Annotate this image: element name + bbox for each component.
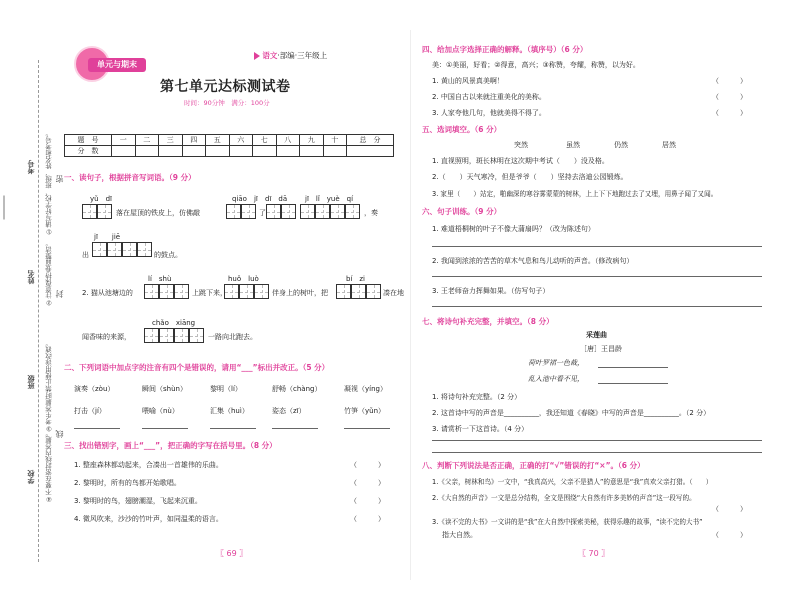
q7-title: 七、将诗句补充完整，并填空。（8 分） — [422, 317, 554, 326]
word-choice: 突然 — [514, 141, 528, 149]
pinyin: dī dā — [265, 195, 288, 203]
question-item: 1.《父亲，树林和鸟》一文中，“我真高兴，父亲不是猎人”的意思是“我”真欢父亲打猎。（ ） — [432, 478, 713, 486]
right-page — [422, 36, 778, 566]
sentence-text: 上跳下来， — [192, 289, 227, 297]
seal-line — [38, 60, 39, 562]
question-item: 2.（ ）天气寒冷，但是爷爷（ ）坚持去洛迪公园锻炼。 — [432, 173, 628, 181]
q3-title: 三、找出错别字，画上“___”，把正确的字写在括号里。（8 分） — [64, 441, 277, 450]
word-choice: 居然 — [662, 141, 676, 149]
score-input[interactable] — [276, 146, 300, 157]
score-table-score-row — [65, 146, 394, 157]
question-item: 2. 中国自古以来就注重美化的美称。 — [432, 93, 546, 101]
q8-title: 八、判断下列说法是否正确，正确的打“√”错误的打“×”。（6 分） — [422, 461, 645, 470]
poem-author: ［唐］王昌龄 — [580, 345, 622, 353]
answer-line[interactable] — [210, 428, 256, 429]
page-number-value: 70 — [588, 549, 599, 558]
score-input[interactable] — [159, 146, 183, 157]
word-item: 黎明（lí） — [210, 385, 242, 393]
word-item: 姿态（zī） — [272, 407, 306, 415]
score-input[interactable] — [300, 146, 324, 157]
label-class: 班级 — [27, 375, 35, 389]
score-cell: 六 — [229, 135, 253, 146]
pinyin: qiāo jī — [232, 195, 258, 203]
sentence-text: 2. 猫从池塘边的 — [82, 289, 133, 297]
label-exam-number: 考号 — [27, 160, 35, 174]
score-cell: 十 — [323, 135, 347, 146]
score-cell: 九 — [300, 135, 324, 146]
word-item: 演奏（zòu） — [74, 385, 115, 393]
question-item: 2. 黎明时，所有的鸟都开始歌唱。 — [74, 479, 181, 487]
question-item: 2.《大自然的声音》一文是总分结构，全文是围绕“大自然有许多美妙的声音”这一段写的。 — [432, 494, 696, 502]
question-item: 3.《读不完的大书》一文讲的是“我”在大自然中探索美秘，获得乐趣的故事，“读不完的大书” — [432, 518, 703, 526]
answer-line[interactable] — [432, 452, 762, 453]
pinyin: huǒ luò — [228, 275, 259, 283]
answer-line[interactable] — [142, 428, 188, 429]
word-choice: 虽然 — [566, 141, 580, 149]
score-cell: 题 号 — [65, 135, 112, 146]
score-input[interactable] — [253, 146, 277, 157]
answer-grid[interactable] — [226, 204, 256, 219]
sentence-text: 出 — [82, 251, 89, 259]
score-input[interactable] — [182, 146, 206, 157]
word-choice: 仍然 — [614, 141, 628, 149]
q4-title: 四、给加点字选择正确的解释。（填序号）（6 分） — [422, 45, 588, 54]
pinyin: jī lǐ yuè qí — [305, 195, 354, 203]
question-item: 1. 黄山的风景真美啊！ — [432, 77, 504, 85]
binding-strip — [0, 0, 64, 602]
word-item: 瞬间（shùn） — [142, 385, 187, 393]
note-2: ②注意保持卷面整洁。 — [45, 240, 53, 307]
answer-paren[interactable]: （ ） — [350, 515, 385, 523]
q2-title: 二、下列词语中加点字的注音有四个是错误的，请用“___”标出并改正。（5 分） — [64, 363, 330, 372]
answer-paren[interactable]: （ ） — [712, 77, 747, 85]
page-subtitle: 时间：90分钟 满分：100分 — [184, 99, 270, 107]
score-cell: 八 — [276, 135, 300, 146]
answer-grid[interactable] — [224, 284, 269, 299]
answer-paren[interactable]: （ ） — [350, 479, 385, 487]
q6-title: 六、句子训练。（9 分） — [422, 207, 502, 216]
seal-char-1: 密 — [55, 175, 64, 183]
answer-paren[interactable]: （ ） — [350, 497, 385, 505]
question-item: 3. 请赏析一下这首诗。（4 分） — [432, 425, 529, 433]
score-cell: 分 数 — [65, 146, 112, 157]
exam-number-line — [4, 196, 5, 220]
score-cell: 五 — [206, 135, 230, 146]
label-school: 学校 — [27, 470, 35, 484]
score-table-header-row — [65, 135, 394, 146]
answer-grid[interactable] — [300, 204, 360, 219]
score-cell: 一 — [112, 135, 136, 146]
question-item: 1. 难道梧桐树的叶子不像大蒲扇吗？（改为陈述句） — [432, 225, 595, 233]
edition: ·部编·三年级上 — [277, 51, 328, 60]
page-number: 〖 70 〗 — [578, 549, 610, 558]
q5-title: 五、选词填空。（6 分） — [422, 125, 502, 134]
score-cell: 三 — [159, 135, 183, 146]
word-item: 打击（jí） — [74, 407, 106, 415]
page-number-value: 69 — [226, 549, 237, 558]
score-cell: 总 分 — [347, 135, 394, 146]
question-item: 3. 人家夸他几句，他就美得不得了。 — [432, 109, 546, 117]
answer-line[interactable] — [344, 428, 390, 429]
answer-grid[interactable] — [82, 204, 112, 219]
score-input[interactable] — [135, 146, 159, 157]
sentence-text: ，奏 — [364, 209, 378, 217]
word-item: 喂喻（nù） — [142, 407, 179, 415]
question-item: 1. 整座森林都动起来，合凑出一首雄伟的乐曲。 — [74, 461, 223, 469]
poem-line: 乱入池中看不见， — [528, 375, 584, 383]
answer-grid[interactable] — [144, 328, 204, 343]
label-name: 姓名 — [27, 270, 35, 284]
answer-paren[interactable]: （ ） — [712, 505, 747, 513]
play-icon — [254, 52, 260, 60]
question-item: 3. 王老师奋力挥舞如果。（仿写句子） — [432, 287, 550, 295]
score-cell: 二 — [135, 135, 159, 146]
sentence-text: 闻香味的来源， — [82, 333, 131, 341]
score-input[interactable] — [112, 146, 136, 157]
word-item: 竹笋（yǔn） — [344, 407, 386, 415]
score-input[interactable] — [229, 146, 253, 157]
subject-tag — [254, 50, 327, 61]
left-page — [60, 36, 404, 566]
score-input[interactable] — [206, 146, 230, 157]
answer-paren[interactable]: （ ） — [712, 531, 747, 539]
page-title: 第七单元达标测试卷 — [160, 79, 291, 95]
note-1: ①请写好学校、班级、姓名和考号。 — [45, 130, 53, 236]
answer-line[interactable] — [74, 428, 120, 429]
answer-line[interactable] — [598, 367, 668, 368]
definition-text: 美：①美丽，好看；②得意，高兴；③称赞，夸耀，称赞，以为好。 — [432, 61, 640, 69]
score-input[interactable] — [323, 146, 347, 157]
page-divider — [410, 30, 411, 580]
score-input[interactable] — [347, 146, 394, 157]
pinyin: bí zi — [346, 275, 366, 283]
question-item: 3. 家里（ ）站定，啪幽深的寒谷雾蒙蒙的树林，上上下下地跑过去了又埋，用鼻子闻了又闻。 — [432, 190, 718, 198]
note-3: ③考生答题时禁止使用涂改液。 — [45, 340, 53, 433]
score-table — [64, 134, 394, 157]
pinyin: chǎo xiāng — [152, 319, 196, 327]
answer-line[interactable] — [432, 246, 762, 247]
answer-paren[interactable]: （ ） — [712, 109, 747, 117]
poem-title: 采莲曲 — [586, 331, 607, 339]
word-item: 汇集（huì） — [210, 407, 249, 415]
answer-paren[interactable]: （ ） — [350, 461, 385, 469]
answer-line[interactable] — [272, 428, 318, 429]
sentence-text: 凑在地 — [383, 289, 404, 297]
answer-line[interactable] — [432, 276, 762, 277]
answer-line[interactable] — [432, 440, 762, 441]
answer-line[interactable] — [432, 306, 762, 307]
seal-char-3: 线 — [55, 430, 64, 438]
answer-paren[interactable]: （ ） — [712, 93, 747, 101]
q1-title: 一、读句子，根据拼音写词语。（9 分） — [64, 173, 196, 182]
sentence-text: 落在屋顶的铁皮上，仿佛敲 — [116, 209, 200, 217]
pinyin: jī jiē — [94, 233, 121, 241]
seal-char-2: 封 — [55, 290, 64, 298]
logo-banner: 单元与期末 — [88, 58, 146, 72]
subject-name: 语文 — [262, 51, 278, 60]
answer-grid[interactable] — [144, 284, 189, 299]
question-item: 指大自然。 — [442, 531, 477, 539]
question-item: 4. 微风吹来，沙沙的竹叶声，如同温柔的语言。 — [74, 515, 223, 523]
page-number: 〖 69 〗 — [216, 549, 248, 558]
word-item: 舒畅（chàng） — [272, 385, 322, 393]
pinyin: lí shù — [148, 275, 172, 283]
score-cell: 四 — [182, 135, 206, 146]
note-4: ④不要在密封线内答题。 — [45, 430, 53, 503]
answer-grid[interactable] — [336, 284, 381, 299]
score-cell: 七 — [253, 135, 277, 146]
question-item: 3. 黎明时的鸟，翅膀潮湿，飞起来沉重。 — [74, 497, 202, 505]
question-item: 1. 将诗句补充完整。（2 分） — [432, 393, 522, 401]
sentence-text: 的鼓点。 — [154, 251, 182, 259]
sentence-text: 了 — [259, 209, 266, 217]
answer-grid[interactable] — [266, 204, 296, 219]
brand-logo — [68, 42, 148, 82]
question-item: 2. 我闻到浓浓的苦苦的草木气息和鸟儿动听的声音。（修改病句） — [432, 257, 634, 265]
sentence-text: 一路向北跑去。 — [208, 333, 257, 341]
answer-grid[interactable] — [92, 242, 152, 257]
sentence-text: 伴身上的树叶，把 — [272, 289, 328, 297]
answer-line[interactable] — [598, 383, 668, 384]
question-item: 1. 直视照明，斑长林明在这次期中考试（ ）没及格。 — [432, 157, 609, 165]
pinyin: yǔ dī — [90, 195, 112, 203]
poem-line: 荷叶罗裙一色裁， — [528, 359, 584, 367]
word-item: 凝视（yíng） — [344, 385, 387, 393]
question-item: 2. 这首诗中写的声音是__________，我还知道《春晓》中写的声音是__________。（2 分） — [432, 409, 711, 417]
